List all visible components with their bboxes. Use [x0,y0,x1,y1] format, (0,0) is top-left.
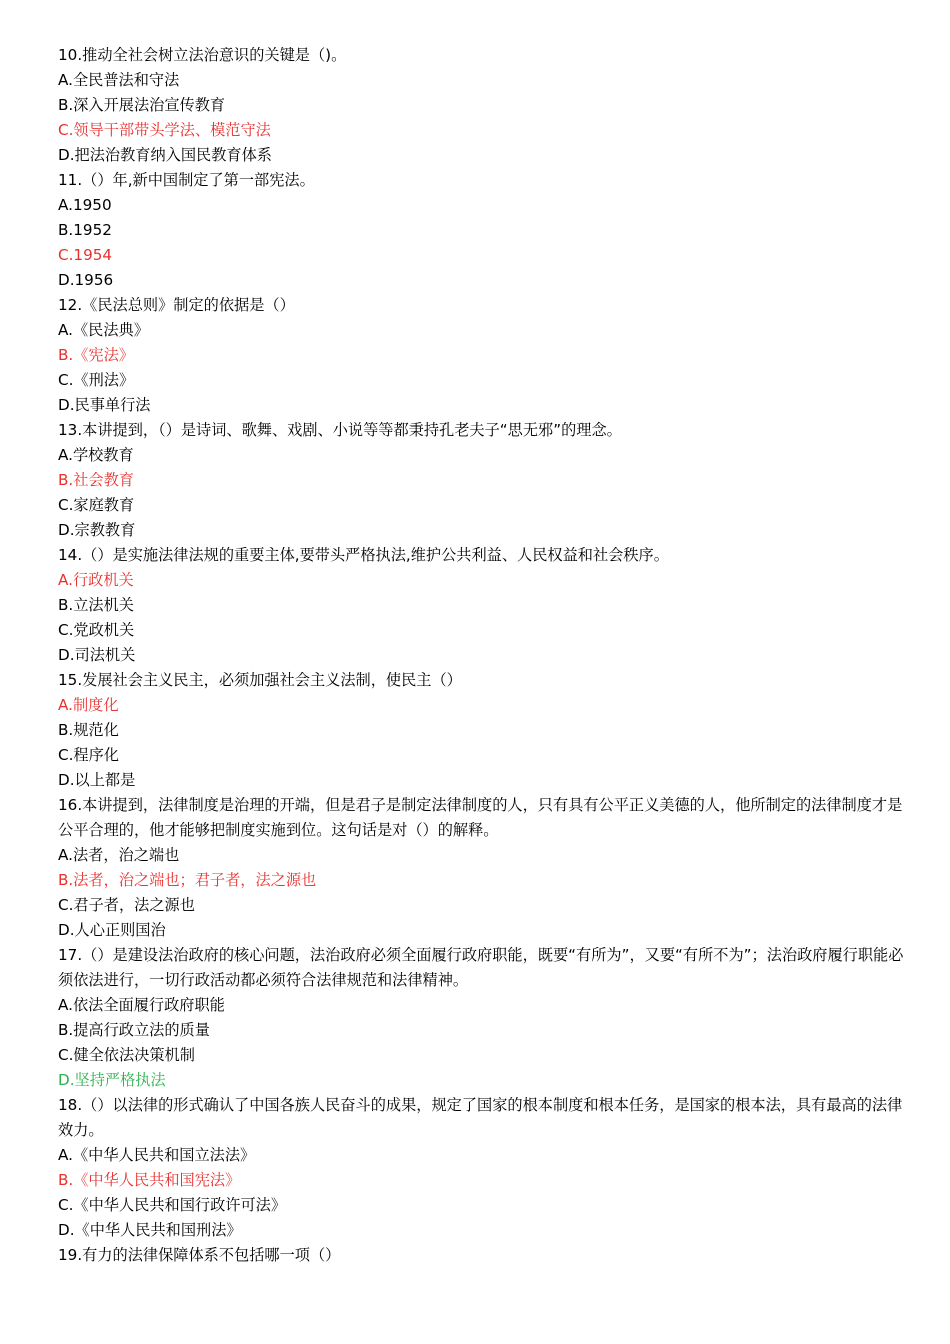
question-17-option-a: A.依法全面履行政府职能 [58,996,225,1014]
question-11-option-c-answer: C.1954 [58,246,113,264]
question-14-option-d: D.司法机关 [58,646,136,664]
question-11-option-a: A.1950 [58,196,112,214]
question-13-option-d: D.宗教教育 [58,521,136,539]
question-19-stem: 19.有力的法律保障体系不包括哪一项（） [58,1246,341,1264]
question-18-option-d: D.《中华人民共和国刑法》 [58,1221,242,1239]
question-12-option-d: D.民事单行法 [58,396,151,414]
question-11-option-b: B.1952 [58,221,112,239]
question-12-option-a: A.《民法典》 [58,321,149,339]
question-16-stem: 16.本讲提到，法律制度是治理的开端，但是君子是制定法律制度的人，只有具有公平正义美德的人，他所制定的法律制度才是公平合理的，他才能够把制度实施到位。这句话是对（）的解释。 [58,796,903,839]
question-15-option-c: C.程序化 [58,746,119,764]
question-13-stem: 13.本讲提到，（）是诗词、歌舞、戏剧、小说等等都秉持孔老夫子“思无邪”的理念。 [58,421,622,439]
question-14-option-c: C.党政机关 [58,621,135,639]
question-14-option-a-answer: A.行政机关 [58,571,134,589]
question-16-option-a: A.法者，治之端也 [58,846,180,864]
question-17-option-c: C.健全依法决策机制 [58,1046,195,1064]
question-15-option-d: D.以上都是 [58,771,136,789]
question-18-option-a: A.《中华人民共和国立法法》 [58,1146,256,1164]
question-11-stem: 11.（）年,新中国制定了第一部宪法。 [58,171,315,189]
document-page [58,43,910,1268]
question-14-option-b: B.立法机关 [58,596,134,614]
question-16-option-c: C.君子者，法之源也 [58,896,195,914]
question-12-option-b-answer: B.《宪法》 [58,346,134,364]
question-10-option-b: B.深入开展法治宣传教育 [58,96,226,114]
question-17-stem: 17.（）是建设法治政府的核心问题，法治政府必须全面履行政府职能，既要“有所为”，又要“有所不为”；法治政府履行职能必须依法进行，一切行政活动都必须符合法律规范和法律精神。 [58,946,904,989]
question-12-stem: 12.《民法总则》制定的依据是（） [58,296,295,314]
question-17-option-b: B.提高行政立法的质量 [58,1021,210,1039]
question-13-option-a: A.学校教育 [58,446,134,464]
question-11-option-d: D.1956 [58,271,114,289]
question-15-option-b: B.规范化 [58,721,119,739]
question-18-stem: 18.（）以法律的形式确认了中国各族人民奋斗的成果，规定了国家的根本制度和根本任务，是国家的根本法，具有最高的法律效力。 [58,1096,903,1139]
question-13-option-b-answer: B.社会教育 [58,471,134,489]
question-10-option-c-answer: C.领导干部带头学法、模范守法 [58,121,271,139]
question-17-option-d-answer: D.坚持严格执法 [58,1071,166,1089]
question-10-stem: 10.推动全社会树立法治意识的关键是（)。 [58,46,347,64]
question-13-option-c: C.家庭教育 [58,496,135,514]
question-15-stem: 15.发展社会主义民主，必须加强社会主义法制，使民主（） [58,671,462,689]
question-14-stem: 14.（）是实施法律法规的重要主体,要带头严格执法,维护公共利益、人民权益和社会秩序。 [58,546,669,564]
question-15-option-a-answer: A.制度化 [58,696,119,714]
question-10-option-d: D.把法治教育纳入国民教育体系 [58,146,272,164]
question-10-option-a: A.全民普法和守法 [58,71,180,89]
question-18-option-b-answer: B.《中华人民共和国宪法》 [58,1171,241,1189]
question-16-option-d: D.人心正则国治 [58,921,166,939]
question-12-option-c: C.《刑法》 [58,371,135,389]
question-16-option-b-answer: B.法者，治之端也；君子者，法之源也 [58,871,317,889]
question-18-option-c: C.《中华人民共和国行政许可法》 [58,1196,287,1214]
